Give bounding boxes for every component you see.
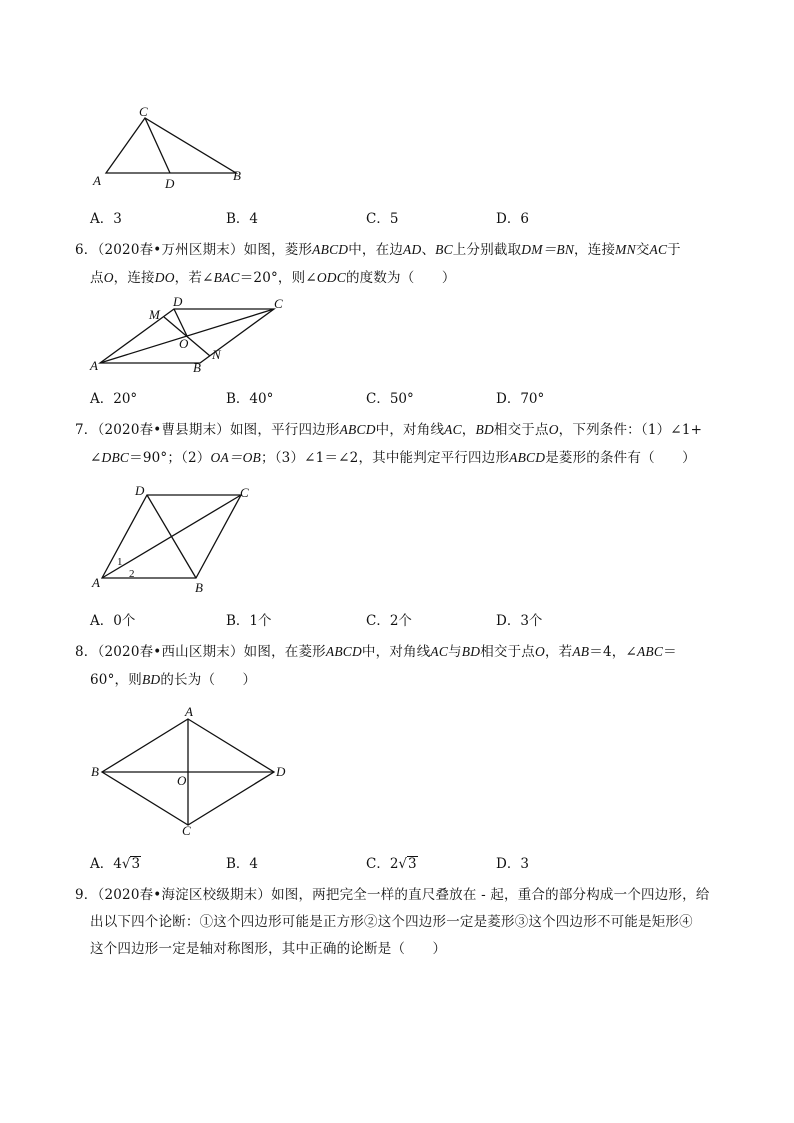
q8-option-a-radicand: 3 bbox=[131, 856, 141, 872]
q7-var: AC bbox=[444, 422, 462, 437]
q9-number: 9． bbox=[75, 887, 98, 903]
q7-var: ABCD bbox=[509, 450, 546, 465]
q6-var: BAC bbox=[213, 270, 240, 285]
label-b: B bbox=[233, 168, 241, 183]
q8-var: ABC bbox=[636, 644, 664, 659]
q7-option-d[interactable]: D．3个 bbox=[496, 613, 543, 629]
segment-do bbox=[174, 309, 187, 336]
label-a: A bbox=[185, 704, 193, 719]
label-b: B bbox=[91, 764, 99, 779]
label-c: C bbox=[139, 104, 148, 119]
q7-line-1 bbox=[75, 416, 735, 444]
label-d: D bbox=[165, 176, 175, 191]
q9-stem bbox=[75, 882, 735, 963]
q7-text: ， bbox=[461, 422, 476, 438]
q6-option-b[interactable]: B．40° bbox=[226, 391, 274, 407]
q6-number: 6． bbox=[75, 242, 98, 258]
q7-text: ＝90°；（2） bbox=[129, 450, 211, 466]
label-d: D bbox=[173, 294, 183, 309]
q8-option-c-prefix: C．2 bbox=[366, 856, 399, 872]
q8-option-c-radicand: 3 bbox=[408, 856, 417, 872]
diagonal-bd bbox=[147, 495, 196, 578]
q7-source: （2020春•曹县期末） bbox=[97, 422, 230, 438]
q7-text: 相交于点 bbox=[493, 422, 549, 438]
q6-text: ＝20°，则∠ bbox=[239, 270, 317, 286]
q5-option-d[interactable]: D．6 bbox=[496, 211, 529, 227]
q8-var: O bbox=[535, 644, 545, 659]
q7-text: 是菱形的条件有（ ） bbox=[545, 450, 696, 466]
q7-number: 7． bbox=[75, 422, 98, 438]
q8-text: 相交于点 bbox=[480, 644, 535, 660]
sqrt-sign: √ bbox=[121, 856, 131, 872]
q6-text: 点 bbox=[90, 270, 104, 286]
label-m: M bbox=[149, 307, 160, 322]
q7-option-b[interactable]: B．1个 bbox=[226, 613, 272, 629]
q6-var: DO bbox=[154, 270, 175, 285]
q8-text: 如图，在菱形 bbox=[243, 644, 326, 660]
label-o: O bbox=[177, 773, 187, 788]
q8-option-b[interactable]: B．4 bbox=[226, 856, 259, 872]
q8-options bbox=[90, 852, 650, 872]
q6-text: 交 bbox=[635, 242, 650, 258]
q7-var: ABCD bbox=[339, 422, 376, 437]
q8-option-a[interactable] bbox=[90, 852, 141, 872]
sqrt-sign: √ bbox=[398, 856, 408, 872]
q7-var: OA＝OB bbox=[210, 450, 261, 465]
q7-var: DBC bbox=[101, 450, 130, 465]
q8-number: 8． bbox=[75, 644, 98, 660]
q8-text: 的长为（ ） bbox=[160, 672, 257, 688]
q7-text: ，下列条件：（1）∠1+ bbox=[558, 422, 703, 438]
q6-text: 如图，菱形 bbox=[243, 242, 313, 258]
q7-option-c[interactable]: C．2个 bbox=[366, 613, 412, 629]
q6-text: ，连接 bbox=[574, 242, 616, 258]
q6-text: 的度数为（ ） bbox=[345, 270, 456, 286]
q6-var: AC bbox=[649, 242, 668, 257]
q6-var: DM＝BN bbox=[521, 242, 575, 257]
q6-stem bbox=[75, 236, 735, 292]
q7-text: 如图，平行四边形 bbox=[229, 422, 340, 438]
q5-figure bbox=[88, 100, 258, 195]
q7-stem bbox=[75, 416, 735, 472]
q8-figure bbox=[88, 705, 298, 840]
label-c: C bbox=[182, 823, 191, 838]
label-d: D bbox=[276, 764, 286, 779]
label-b: B bbox=[195, 580, 203, 595]
q8-option-d[interactable]: D．3 bbox=[496, 856, 529, 872]
triangle-abc bbox=[106, 118, 236, 173]
q8-stem bbox=[75, 638, 735, 694]
q6-text: ，若∠ bbox=[174, 270, 214, 286]
q8-var: AC bbox=[430, 644, 449, 659]
q6-option-d[interactable]: D．70° bbox=[496, 391, 545, 407]
q8-line-1 bbox=[75, 638, 735, 666]
q6-var: MN bbox=[615, 242, 636, 257]
label-a: A bbox=[93, 173, 101, 188]
q5-options bbox=[90, 207, 650, 227]
q6-text: 、 bbox=[421, 242, 436, 258]
label-d: D bbox=[135, 483, 145, 498]
q7-var: O bbox=[548, 422, 559, 437]
q8-source: （2020春•西山区期末） bbox=[97, 644, 244, 660]
q6-figure bbox=[88, 295, 298, 377]
q6-text: ，连接 bbox=[113, 270, 155, 286]
q8-option-a-prefix: A．4 bbox=[90, 856, 122, 872]
q8-var: BD bbox=[461, 644, 481, 659]
q5-option-c[interactable]: C．5 bbox=[366, 211, 399, 227]
q8-option-c[interactable] bbox=[366, 852, 418, 872]
label-a: A bbox=[90, 358, 98, 373]
q9-text-1: 如图，两把完全一样的直尺叠放在 - 起，重合的部分构成一个四边形，给 bbox=[271, 887, 710, 903]
label-b: B bbox=[193, 360, 201, 375]
q8-text: 中，对角线 bbox=[361, 644, 431, 660]
label-n: N bbox=[212, 347, 221, 362]
q6-var: ABCD bbox=[312, 242, 349, 257]
q5-option-b[interactable]: B．4 bbox=[226, 211, 259, 227]
q6-var: BC bbox=[435, 242, 453, 257]
q8-text: ，若 bbox=[544, 644, 573, 660]
q5-option-a[interactable]: A．3 bbox=[90, 211, 122, 227]
q8-text: 60°，则 bbox=[90, 672, 142, 688]
q6-var: O bbox=[103, 270, 114, 285]
q6-option-c[interactable]: C．50° bbox=[366, 391, 414, 407]
q7-option-a[interactable]: A．0个 bbox=[90, 613, 136, 629]
q6-option-a[interactable]: A．20° bbox=[90, 391, 138, 407]
q9-line-1 bbox=[75, 882, 735, 909]
angle-label-1: 1 bbox=[117, 556, 123, 568]
q7-text: 中，对角线 bbox=[375, 422, 445, 438]
angle-label-2: 2 bbox=[129, 568, 135, 580]
q8-var: AB bbox=[572, 644, 590, 659]
q7-text: ∠ bbox=[90, 450, 102, 466]
q6-line-2 bbox=[75, 264, 735, 292]
q7-figure bbox=[88, 480, 268, 600]
q8-text: 与 bbox=[448, 644, 462, 660]
q6-options bbox=[90, 387, 650, 407]
q6-text: 上分别截取 bbox=[452, 242, 522, 258]
q6-text: 中，在边 bbox=[348, 242, 404, 258]
label-a: A bbox=[92, 575, 100, 590]
label-c: C bbox=[240, 485, 249, 500]
q8-text: ＝ bbox=[663, 644, 677, 660]
q7-options bbox=[90, 609, 650, 629]
q9-line-2: 出以下四个论断：①这个四边形可能是正方形②这个四边形一定是菱形③这个四边形不可能是矩形④ bbox=[90, 914, 693, 930]
label-c: C bbox=[274, 296, 283, 311]
q8-var: ABCD bbox=[325, 644, 362, 659]
q6-line-1 bbox=[75, 236, 735, 264]
q8-line-2 bbox=[75, 666, 735, 694]
q9-line-3: 这个四边形一定是轴对称图形，其中正确的论断是（ ） bbox=[90, 941, 447, 957]
q6-text: 于 bbox=[667, 242, 681, 258]
q6-source: （2020春•万州区期末） bbox=[97, 242, 244, 258]
q6-var: AD bbox=[403, 242, 422, 257]
q7-text: ；（3）∠1＝∠2，其中能判定平行四边形 bbox=[261, 450, 510, 466]
q8-var: BD bbox=[141, 672, 161, 687]
q7-line-2 bbox=[75, 444, 735, 472]
q6-var: ODC bbox=[316, 270, 346, 285]
q7-var: BD bbox=[475, 422, 494, 437]
label-o: O bbox=[179, 336, 189, 351]
q9-source: （2020春•海淀区校级期末） bbox=[97, 887, 272, 903]
q8-text: ＝4，∠ bbox=[589, 644, 637, 660]
